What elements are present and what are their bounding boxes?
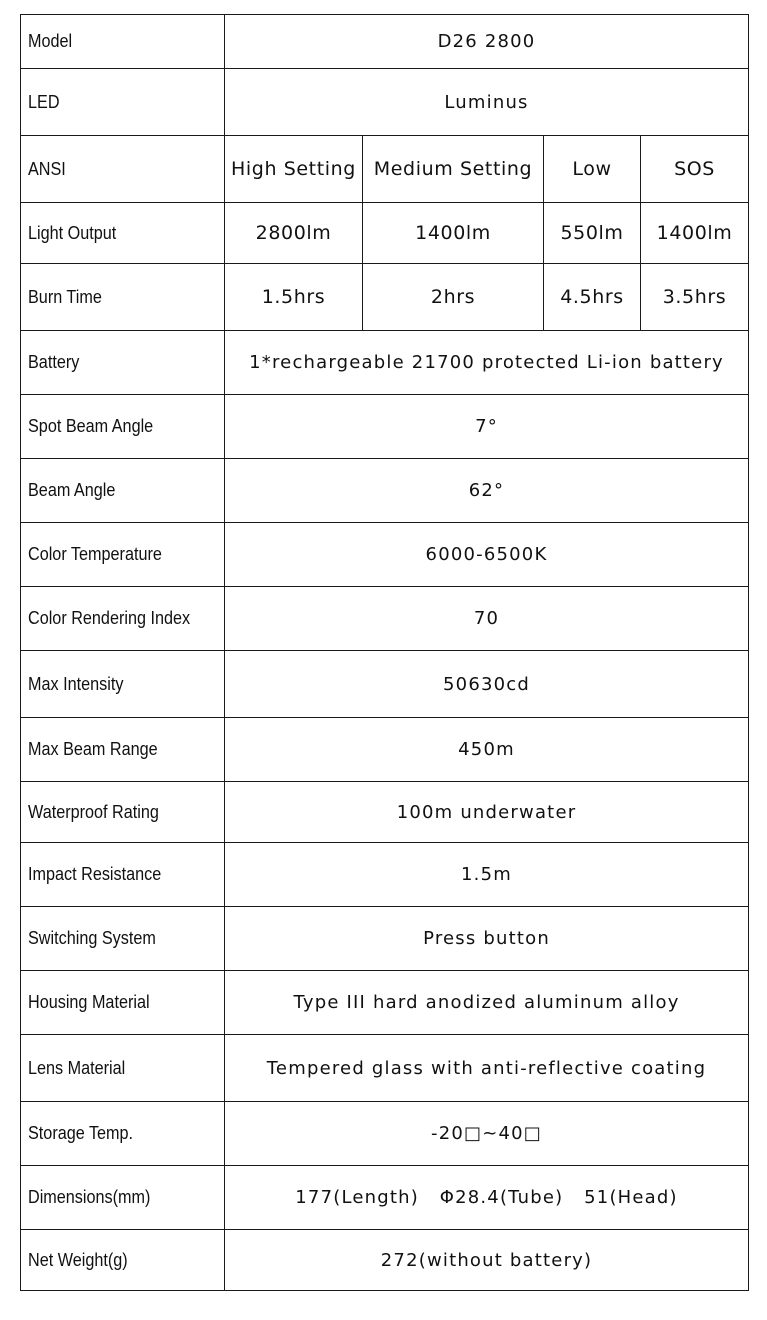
spec-row-housing-material	[21, 971, 749, 1035]
spec-value: 62°	[225, 459, 749, 523]
spec-value: 100m underwater	[225, 782, 749, 843]
spec-value: -20□~40□	[225, 1102, 749, 1166]
mode-high: High Setting	[225, 136, 363, 203]
spec-row-cri	[21, 587, 749, 651]
spec-value: Type III hard anodized aluminum alloy	[225, 971, 749, 1035]
spec-value: 50630cd	[225, 651, 749, 718]
mode-medium: Medium Setting	[363, 136, 544, 203]
spec-label: Net Weight(g)	[21, 1230, 225, 1291]
burn-time-low: 4.5hrs	[544, 264, 641, 331]
spec-value: Press button	[225, 907, 749, 971]
light-output-high: 2800lm	[225, 203, 363, 264]
light-output-sos: 1400lm	[641, 203, 749, 264]
spec-value: 1*rechargeable 21700 protected Li-ion battery	[225, 331, 749, 395]
spec-row-battery	[21, 331, 749, 395]
spec-label: Battery	[21, 331, 225, 395]
spec-row-led	[21, 69, 749, 136]
spec-row-ansi	[21, 136, 749, 203]
spec-label: Impact Resistance	[21, 843, 225, 907]
spec-label: Burn Time	[21, 264, 225, 331]
spec-value: 6000-6500K	[225, 523, 749, 587]
spec-label: Light Output	[21, 203, 225, 264]
spec-row-storage-temp	[21, 1102, 749, 1166]
spec-value: 1.5m	[225, 843, 749, 907]
mode-sos: SOS	[641, 136, 749, 203]
spec-label: Model	[21, 15, 225, 69]
spec-label: Color Rendering Index	[21, 587, 225, 651]
spec-label: Switching System	[21, 907, 225, 971]
burn-time-sos: 3.5hrs	[641, 264, 749, 331]
light-output-low: 550lm	[544, 203, 641, 264]
spec-label: LED	[21, 69, 225, 136]
spec-label: Spot Beam Angle	[21, 395, 225, 459]
spec-row-net-weight	[21, 1230, 749, 1291]
spec-row-dimensions	[21, 1166, 749, 1230]
spec-value: 70	[225, 587, 749, 651]
spec-label: ANSI	[21, 136, 225, 203]
light-output-medium: 1400lm	[363, 203, 544, 264]
spec-row-beam-angle	[21, 459, 749, 523]
spec-row-switching-system	[21, 907, 749, 971]
spec-row-lens-material	[21, 1035, 749, 1102]
spec-label: Color Temperature	[21, 523, 225, 587]
spec-row-max-intensity	[21, 651, 749, 718]
spec-value: 450m	[225, 718, 749, 782]
spec-value: D26 2800	[225, 15, 749, 69]
burn-time-medium: 2hrs	[363, 264, 544, 331]
spec-label: Storage Temp.	[21, 1102, 225, 1166]
spec-value: 7°	[225, 395, 749, 459]
spec-label: Dimensions(mm)	[21, 1166, 225, 1230]
spec-value: Tempered glass with anti-reflective coating	[225, 1035, 749, 1102]
spec-value: 272(without battery)	[225, 1230, 749, 1291]
spec-row-model	[21, 15, 749, 69]
spec-value: 177(Length) Φ28.4(Tube) 51(Head)	[225, 1166, 749, 1230]
spec-row-color-temperature	[21, 523, 749, 587]
spec-row-impact-resistance	[21, 843, 749, 907]
spec-label: Waterproof Rating	[21, 782, 225, 843]
spec-row-spot-beam-angle	[21, 395, 749, 459]
spec-row-light-output	[21, 203, 749, 264]
spec-label: Max Intensity	[21, 651, 225, 718]
spec-label: Beam Angle	[21, 459, 225, 523]
mode-low: Low	[544, 136, 641, 203]
spec-label: Housing Material	[21, 971, 225, 1035]
spec-table	[20, 14, 749, 1291]
spec-value: Luminus	[225, 69, 749, 136]
burn-time-high: 1.5hrs	[225, 264, 363, 331]
spec-row-burn-time	[21, 264, 749, 331]
spec-row-max-beam-range	[21, 718, 749, 782]
spec-label: Max Beam Range	[21, 718, 225, 782]
spec-label: Lens Material	[21, 1035, 225, 1102]
spec-row-waterproof-rating	[21, 782, 749, 843]
